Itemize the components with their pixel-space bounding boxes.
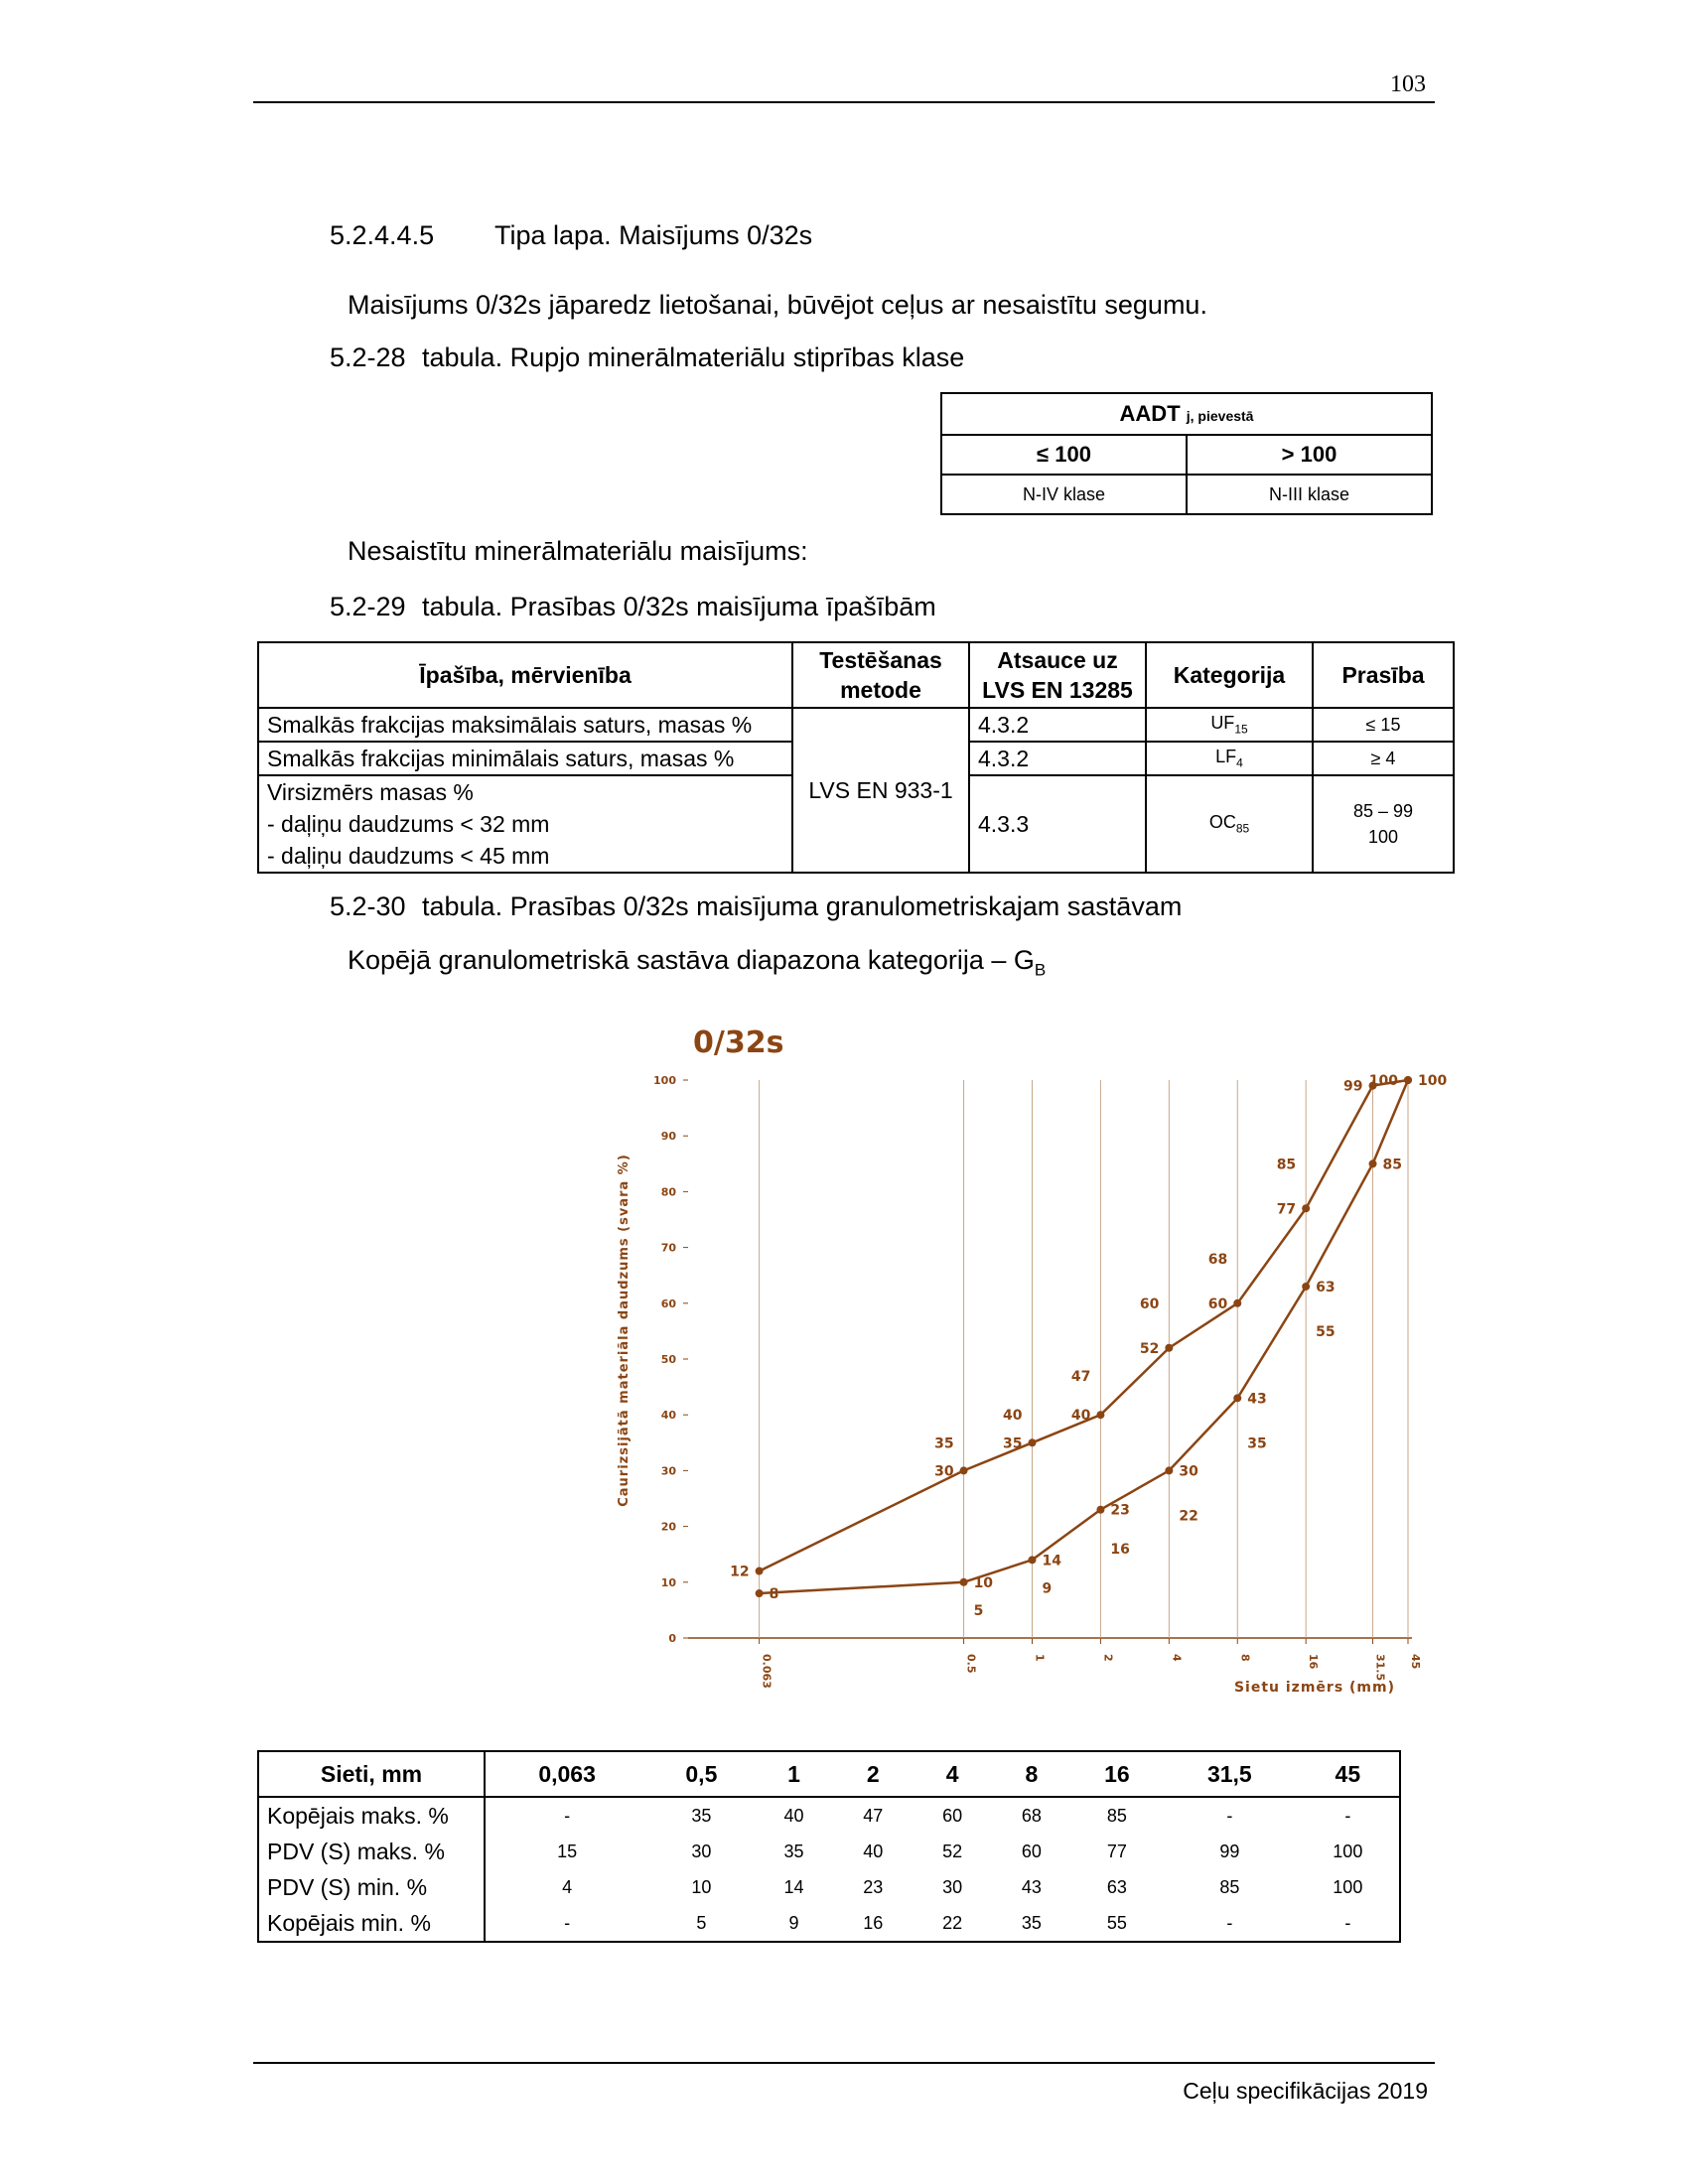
x-tick-label: 8 (1238, 1654, 1252, 1662)
data-label: 100 (1368, 1073, 1398, 1089)
data-label: 14 (1042, 1553, 1061, 1570)
sieve-header: 31,5 (1163, 1751, 1297, 1797)
table29-caption: tabula. Prasības 0/32s maisījuma īpašībām (422, 592, 936, 621)
requirement-cell: ≤ 15 (1313, 708, 1454, 742)
requirement-line-1: 85 – 99 (1352, 801, 1414, 821)
sieve-value-cell: 85 (1219, 1876, 1240, 1897)
sieve-header: 0,063 (485, 1751, 648, 1797)
table30-caption: tabula. Prasības 0/32s maisījuma granulometriskajam sastāvam (422, 891, 1183, 921)
data-point (1096, 1411, 1104, 1419)
data-label: 60 (1139, 1296, 1160, 1312)
table28-caption: tabula. Rupjo minerālmateriālu stiprības klase (422, 342, 965, 372)
intro-paragraph: Maisījums 0/32s jāparedz lietošanai, būvējot ceļus ar nesaistītu segumu. (348, 290, 1207, 320)
sieve-row-label: Kopējais min. % (258, 1905, 485, 1942)
sieve-value-cell: - (564, 1805, 571, 1826)
table30-caption-number: 5.2-30 (330, 891, 406, 921)
data-label: 40 (1070, 1408, 1091, 1425)
data-point (756, 1589, 764, 1597)
data-label: 22 (1179, 1508, 1198, 1525)
aadt-val-low: N-IV klase (941, 475, 1187, 514)
header-method: Testēšanas metode (792, 642, 969, 708)
y-tick-label: 100 (653, 1074, 676, 1087)
sieve-row (258, 1905, 1400, 1942)
requirement-cell: ≥ 4 (1313, 742, 1454, 775)
category-subscript: 15 (1234, 722, 1248, 737)
sieve-value-cell: 16 (863, 1912, 884, 1933)
sieve-value-cell: 9 (788, 1912, 799, 1933)
aadt-header-main: AADT (1119, 401, 1181, 426)
data-label: 40 (1003, 1408, 1023, 1425)
sieve-value-cell: 30 (942, 1876, 963, 1897)
grading-category-text: Kopējā granulometriskā sastāva diapazona kategorija – G (348, 945, 1035, 975)
x-tick-label: 31.5 (1373, 1654, 1387, 1682)
section-title: Tipa lapa. Maisījums 0/32s (494, 220, 813, 250)
table29-caption-number: 5.2-29 (330, 592, 406, 621)
sieve-value-cell: 85 (1106, 1805, 1127, 1826)
header-requirement: Prasība (1313, 642, 1454, 708)
sieve-value-cell: - (1226, 1805, 1233, 1826)
reference-cell: 4.3.2 (969, 708, 1146, 742)
data-point (1233, 1299, 1241, 1307)
y-tick-label: 80 (660, 1185, 676, 1199)
data-point (1233, 1394, 1241, 1402)
data-label: 55 (1316, 1323, 1336, 1340)
sieve-header: 8 (992, 1751, 1071, 1797)
chart-title: 0/32s (693, 1025, 784, 1060)
y-tick-label: 20 (660, 1520, 676, 1534)
grading-category-subscript: B (1034, 960, 1047, 980)
data-label: 10 (973, 1574, 994, 1591)
category-code: LF (1215, 747, 1237, 767)
header-reference: Atsauce uz LVS EN 13285 (969, 642, 1146, 708)
sieve-value-cell: 52 (942, 1841, 963, 1861)
property-cell: Smalkās frakcijas maksimālais saturs, masas % (258, 708, 792, 742)
data-label: 68 (1207, 1251, 1228, 1268)
sieve-value-cell: 40 (863, 1841, 884, 1861)
data-point (1028, 1556, 1036, 1564)
y-axis-title: Caurizsijātā materiāla daudzums (svara %) (617, 1154, 632, 1507)
sieve-value-cell: 5 (696, 1912, 707, 1933)
data-point (1028, 1438, 1036, 1446)
sieve-value-cell: 15 (557, 1841, 578, 1861)
data-point (1096, 1506, 1104, 1514)
sieve-value-cell: 35 (783, 1841, 804, 1861)
series-line-max (760, 1080, 1408, 1571)
data-label: 35 (1003, 1435, 1023, 1452)
sieve-value-cell: 35 (1021, 1912, 1042, 1933)
data-point (1165, 1466, 1173, 1474)
sieve-value-cell: 77 (1106, 1841, 1127, 1861)
data-label: 9 (1042, 1580, 1053, 1597)
sieve-header: 16 (1071, 1751, 1163, 1797)
sieve-value-cell: - (1344, 1912, 1351, 1933)
data-label: 43 (1247, 1391, 1267, 1408)
sieve-value-cell: - (1344, 1805, 1351, 1826)
sieve-header: 2 (833, 1751, 913, 1797)
sieve-header: 4 (913, 1751, 992, 1797)
sieve-value-cell: 68 (1021, 1805, 1042, 1826)
sieve-value-cell: 47 (863, 1805, 884, 1826)
sieve-value-cell: 63 (1106, 1876, 1127, 1897)
sieve-row-label: PDV (S) min. % (258, 1869, 485, 1905)
category-subscript: 85 (1235, 821, 1250, 836)
oversize-line-2: - daļiņu daudzums < 32 mm (267, 811, 550, 837)
data-point (1302, 1204, 1310, 1212)
sieve-value-cell: 40 (783, 1805, 804, 1826)
data-label: 77 (1276, 1201, 1297, 1218)
data-point (756, 1568, 764, 1575)
data-point (960, 1578, 968, 1586)
sieve-row (258, 1797, 1400, 1834)
method-cell: LVS EN 933-1 (792, 708, 969, 873)
sieve-value-cell: 22 (942, 1912, 963, 1933)
y-tick-label: 30 (660, 1464, 676, 1478)
data-label: 60 (1207, 1296, 1228, 1312)
section-number: 5.2.4.4.5 (330, 220, 435, 250)
data-label: 35 (934, 1435, 954, 1452)
x-tick-label: 16 (1307, 1654, 1321, 1670)
data-label: 30 (1179, 1463, 1198, 1480)
sieve-value-cell: 4 (562, 1876, 573, 1897)
x-axis-title: Sietu izmērs (mm) (1233, 1680, 1395, 1696)
data-label: 16 (1110, 1542, 1130, 1559)
aadt-col-high: > 100 (1187, 435, 1432, 475)
aadt-col-low: ≤ 100 (941, 435, 1187, 475)
x-tick-label: 4 (1170, 1654, 1184, 1662)
x-tick-label: 2 (1101, 1654, 1115, 1662)
sieve-value-cell: 100 (1333, 1841, 1363, 1861)
data-label: 30 (934, 1463, 954, 1480)
data-label: 63 (1316, 1279, 1336, 1296)
sieve-value-cell: 14 (783, 1876, 804, 1897)
y-tick-label: 10 (660, 1575, 676, 1589)
data-point (1404, 1076, 1412, 1084)
data-point (960, 1466, 968, 1474)
header-property: Īpašība, mērvienība (258, 642, 792, 708)
data-point (1369, 1160, 1377, 1167)
data-label: 100 (1418, 1073, 1448, 1089)
x-tick-label: 45 (1409, 1654, 1422, 1670)
sieve-value-cell: 23 (863, 1876, 884, 1897)
table28-caption-number: 5.2-28 (330, 342, 406, 372)
reference-cell: 4.3.2 (969, 742, 1146, 775)
sieve-value-cell: 60 (1021, 1841, 1042, 1861)
data-point (1165, 1344, 1173, 1352)
sieve-value-cell: 30 (691, 1841, 712, 1861)
y-tick-label: 40 (660, 1409, 676, 1423)
sieve-header: 0,5 (648, 1751, 754, 1797)
oversize-line-1: Virsizmērs masas % (267, 779, 474, 805)
mix-label: Nesaistītu minerālmateriālu maisījums: (348, 536, 808, 566)
sieve-value-cell: 99 (1219, 1841, 1240, 1861)
data-label: 23 (1110, 1502, 1130, 1519)
data-label: 85 (1382, 1157, 1403, 1173)
data-label: 52 (1139, 1340, 1160, 1357)
sieve-value-cell: 35 (691, 1805, 712, 1826)
reference-cell: 4.3.3 (969, 775, 1146, 873)
page-number: 103 (1390, 71, 1426, 97)
data-label: 85 (1276, 1157, 1297, 1173)
aadt-val-high: N-III klase (1187, 475, 1432, 514)
sieve-value-cell: 100 (1333, 1876, 1363, 1897)
sieve-row (258, 1869, 1400, 1905)
sieve-value-cell: - (1226, 1912, 1233, 1933)
footer-text: Ceļu specifikācijas 2019 (1183, 2078, 1428, 2104)
footer-rule (253, 2062, 1435, 2064)
sieve-header: 1 (755, 1751, 834, 1797)
x-tick-label: 0.5 (964, 1654, 978, 1674)
aadt-header-sub: j, pievestā (1186, 408, 1254, 424)
property-cell: Smalkās frakcijas minimālais saturs, masas % (258, 742, 792, 775)
sieve-header: 45 (1297, 1751, 1400, 1797)
sieve-value-cell: 43 (1021, 1876, 1042, 1897)
y-tick-label: 90 (660, 1130, 676, 1144)
sieve-value-cell: 55 (1106, 1912, 1127, 1933)
sieve-value-cell: 10 (691, 1876, 712, 1897)
category-code: UF (1210, 713, 1235, 734)
oversize-line-3: - daļiņu daudzums < 45 mm (267, 843, 550, 869)
requirement-line-2: 100 (1367, 827, 1399, 847)
y-tick-label: 0 (668, 1632, 676, 1645)
y-tick-label: 50 (660, 1353, 676, 1366)
sieve-header-label: Sieti, mm (258, 1751, 485, 1797)
data-label: 8 (769, 1586, 779, 1603)
category-code: OC (1208, 812, 1236, 833)
sieve-value-cell: - (564, 1912, 571, 1933)
chart-plot-area (653, 1073, 1447, 1689)
sieve-table (257, 1750, 1401, 1943)
y-tick-label: 60 (660, 1297, 676, 1310)
data-label: 35 (1247, 1435, 1267, 1452)
header-category: Kategorija (1146, 642, 1313, 708)
x-tick-label: 1 (1033, 1654, 1047, 1662)
data-label: 5 (973, 1602, 984, 1619)
x-tick-label: 0.063 (760, 1654, 774, 1689)
data-label: 99 (1343, 1078, 1363, 1095)
data-label: 12 (730, 1564, 750, 1580)
sieve-row (258, 1834, 1400, 1869)
data-point (1302, 1283, 1310, 1291)
sieve-row-label: PDV (S) maks. % (258, 1834, 485, 1869)
series-line-min (760, 1080, 1408, 1593)
sieve-value-cell: 60 (942, 1805, 963, 1826)
data-label: 47 (1070, 1368, 1091, 1385)
category-subscript: 4 (1236, 755, 1243, 770)
sieve-row-label: Kopējais maks. % (258, 1797, 485, 1834)
y-tick-label: 70 (660, 1241, 676, 1255)
